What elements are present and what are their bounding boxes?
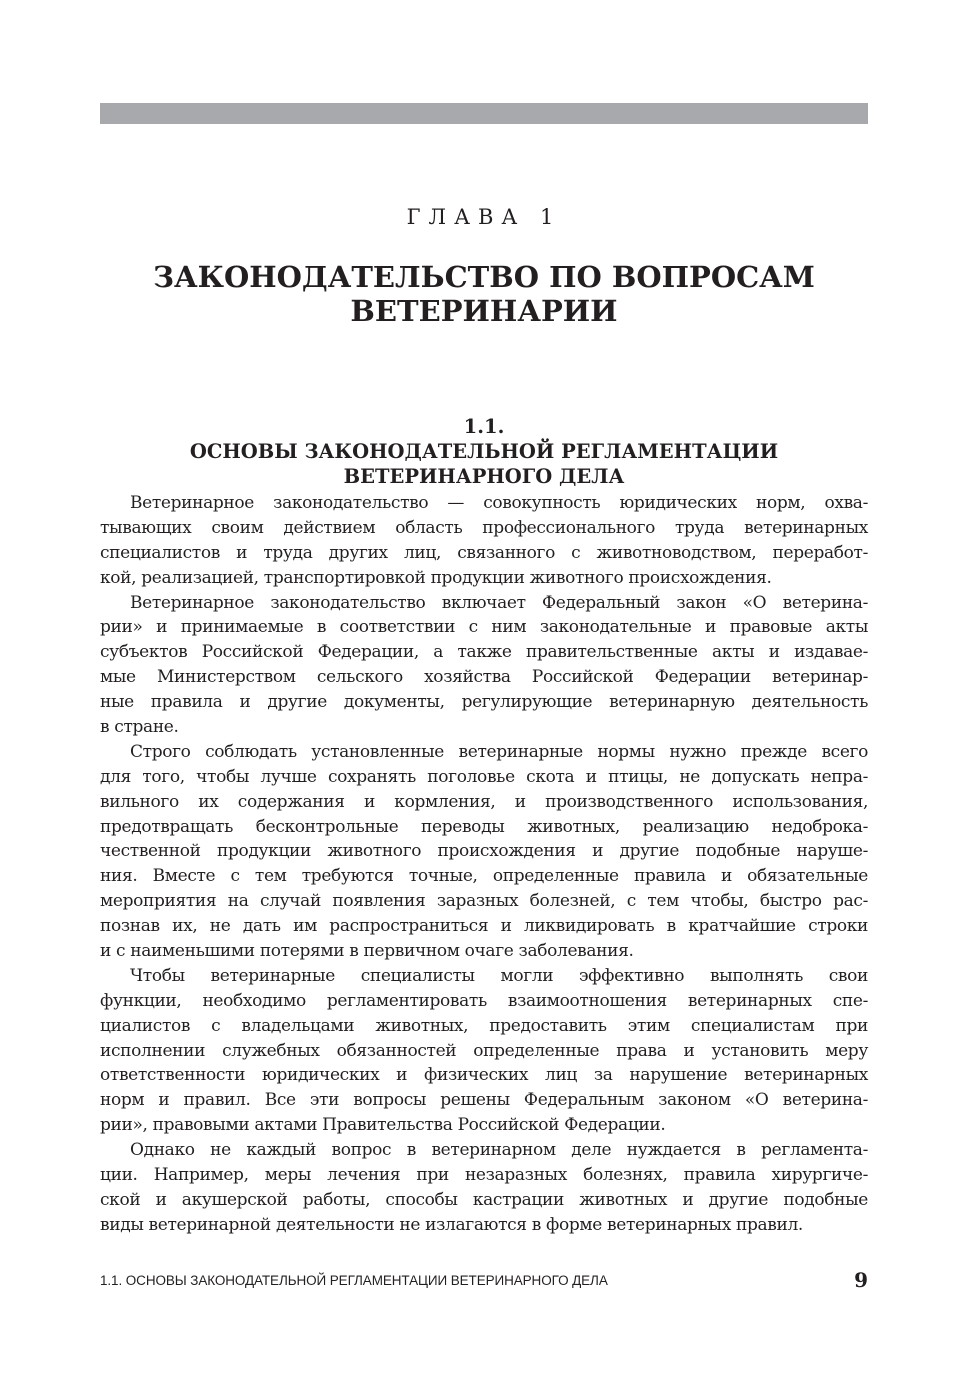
text-line: ния. Вместе с тем требуются точные, определенные правила и обязательные <box>100 866 868 887</box>
text-line: рии», правовыми актами Правительства Российской Федерации. <box>100 1115 666 1136</box>
text-line: Ветеринарное законодательство — совокупность юридических норм, охва- <box>130 493 868 513</box>
text-line: специалистов и труда других лиц, связанного с животноводством, переработ- <box>100 542 868 563</box>
text-line: ской и акушерской работы, способы кастрации животных и другие подобные <box>100 1189 868 1210</box>
text-line: норм и правил. Все эти вопросы решены Федеральным законом «О ветерина- <box>100 1090 868 1111</box>
text-line: ответственности юридических и физических лиц за нарушение ветеринарных <box>100 1065 868 1086</box>
page-footer <box>100 1270 868 1294</box>
chapter-title-line: ВЕТЕРИНАРИИ <box>350 294 618 328</box>
text-line: рии» и принимаемые в соответствии с ним законодательные и правовые акты <box>100 617 868 638</box>
text-line: тывающих своим действием область профессионального труда ветеринарных <box>100 517 868 538</box>
paragraph <box>100 1138 868 1238</box>
text-line: познав их, не дать им распространиться и ликвидировать в кратчайшие строки <box>100 916 868 937</box>
text-line: ции. Например, меры лечения при незаразных болезнях, правила хирургиче- <box>100 1165 868 1186</box>
chapter-label: ГЛАВА 1 <box>406 205 562 229</box>
text-line: в стране. <box>100 717 179 738</box>
running-head: 1.1. ОСНОВЫ ЗАКОНОДАТЕЛЬНОЙ РЕГЛАМЕНТАЦИИ ВЕТЕРИНАРНОГО ДЕЛА <box>100 1273 608 1288</box>
text-line: вильного их содержания и кормления, и производственного использования, <box>100 791 868 812</box>
paragraph <box>100 740 868 964</box>
text-line: Строго соблюдать установленные ветеринарные нормы нужно прежде всего <box>130 741 868 762</box>
text-line: ные правила и другие документы, регулирующие ветеринарную деятельность <box>100 692 868 713</box>
text-line: субъектов Российской Федерации, а также правительственные акты и издавае- <box>100 642 868 663</box>
text-line: предотвращать бесконтрольные переводы животных, реализацию недоброка- <box>100 816 868 837</box>
text-line: функции, необходимо регламентировать взаимоотношения ветеринарных спе- <box>100 990 868 1011</box>
section-title-line: ВЕТЕРИНАРНОГО ДЕЛА <box>343 465 625 488</box>
paragraph <box>100 964 868 1138</box>
text-line: для того, чтобы лучше сохранять поголовье скота и птицы, не допускать непра- <box>100 766 868 787</box>
section-heading <box>100 414 868 489</box>
text-line: чественной продукции животного происхождения и другие подобные наруше- <box>100 841 868 862</box>
chapter-title <box>100 260 868 328</box>
body-text <box>100 491 868 1238</box>
section-title-line: ОСНОВЫ ЗАКОНОДАТЕЛЬНОЙ РЕГЛАМЕНТАЦИИ <box>189 440 779 463</box>
text-line: циалистов с владельцами животных, предоставить этим специалистам при <box>100 1015 868 1036</box>
text-line: Ветеринарное законодательство включает Федеральный закон «О ветерина- <box>130 592 868 613</box>
text-line: исполнении служебных обязанностей определенные права и установить меру <box>100 1040 868 1061</box>
text-line: Однако не каждый вопрос в ветеринарном деле нуждается в регламента- <box>130 1140 868 1161</box>
text-line: кой, реализацией, транспортировкой продукции животного происхождения. <box>100 567 772 588</box>
paragraph <box>100 591 868 740</box>
text-line: мые Министерством сельского хозяйства Российской Федерации ветеринар- <box>100 667 868 688</box>
text-line: виды ветеринарной деятельности не излагаются в форме ветеринарных правил. <box>100 1214 803 1235</box>
paragraph <box>100 491 868 591</box>
header-rule <box>100 103 868 124</box>
text-line: и с наименьшими потерями в первичном очаге заболевания. <box>100 941 634 962</box>
section-number: 1.1. <box>463 415 505 438</box>
page-number: 9 <box>854 1268 868 1292</box>
chapter-title-line: ЗАКОНОДАТЕЛЬСТВО ПО ВОПРОСАМ <box>153 260 815 294</box>
text-line: Чтобы ветеринарные специалисты могли эффективно выполнять свои <box>130 965 868 986</box>
text-line: мероприятия на случай появления заразных болезней, с тем чтобы, быстро рас- <box>100 891 868 912</box>
